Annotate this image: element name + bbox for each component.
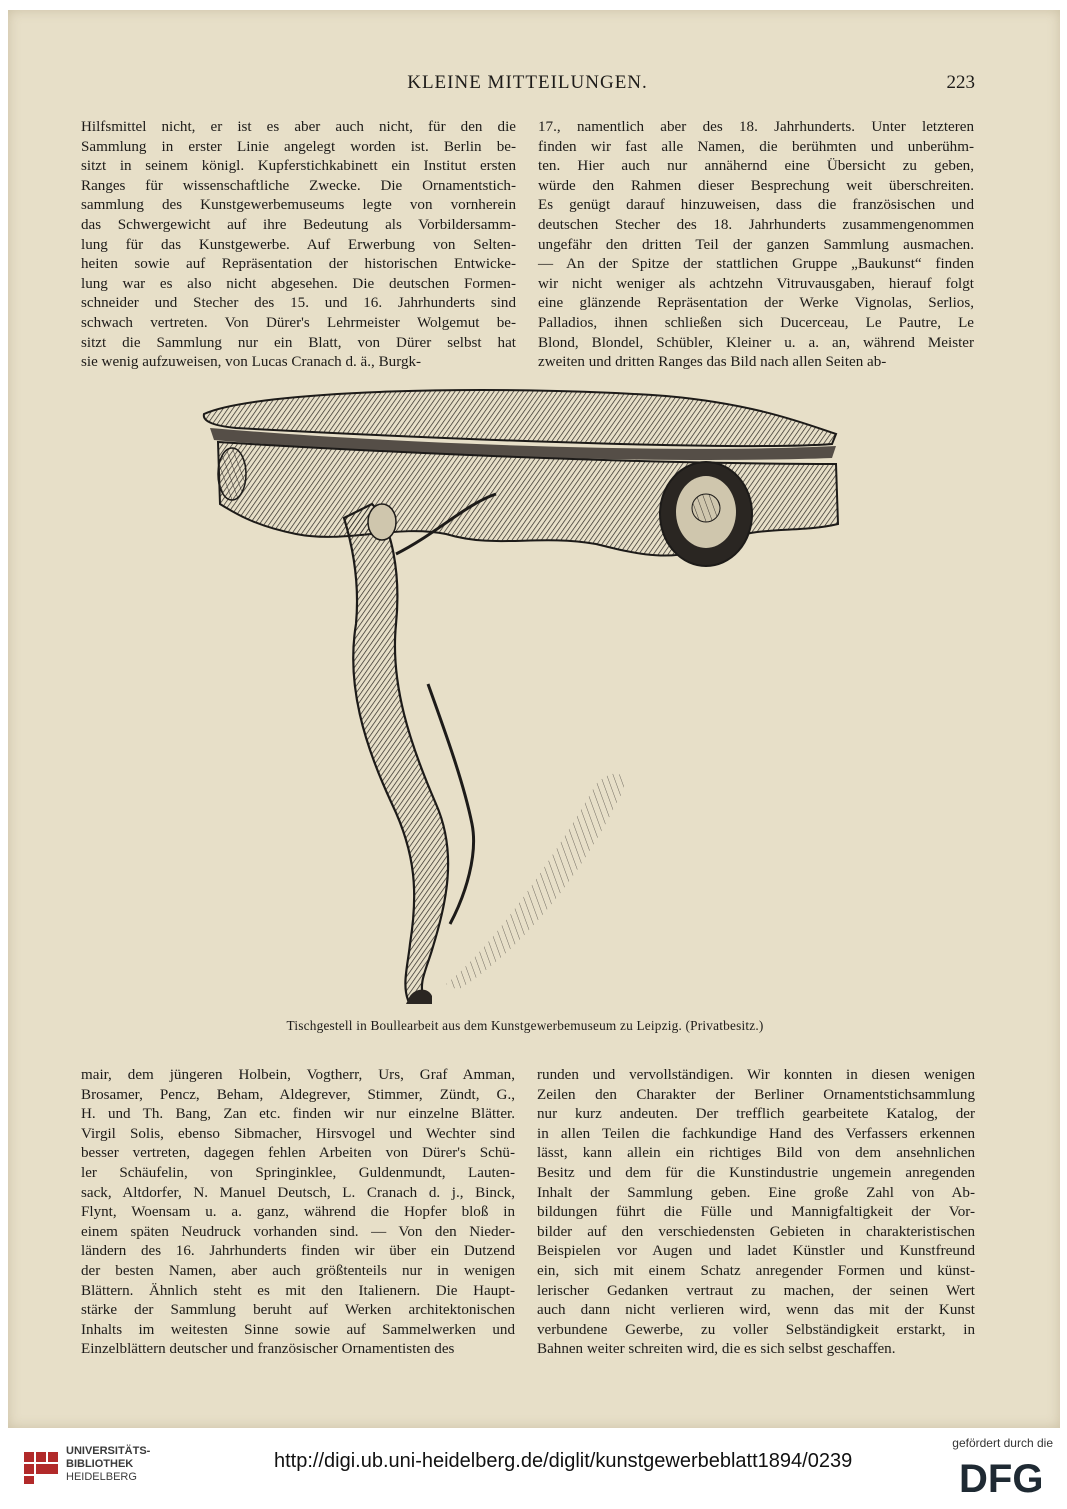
text-column-top-left: [81, 118, 516, 373]
text-line: Blond, Blondel, Schübler, Kleiner u. a. an, während Meister: [538, 334, 974, 351]
text-line: eine glänzende Repräsentation der Werke Vignolas, Serlios,: [538, 295, 974, 312]
funding-note: gefördert durch die: [952, 1436, 1053, 1450]
text-line: Inhalt der Sammlung geben. Eine große Zahl von Ab-: [537, 1184, 975, 1201]
text-line: sitzt in seinem königl. Kupferstichkabinett ein Institut ersten: [81, 158, 516, 175]
library-name-line-3: HEIDELBERG: [66, 1471, 137, 1483]
text-line: H. und Th. Bang, Zan etc. finden wir nur einzelne Blätter.: [81, 1106, 515, 1123]
text-line: schneider und Stecher des 15. und 16. Jahrhunderts sind: [81, 295, 516, 312]
text-line: in allen Teilen die fachkundige Hand des Verfassers erkennen: [537, 1125, 975, 1142]
text-line: stärke der Sammlung beruht auf Werken architektonischen: [81, 1302, 515, 1319]
text-line: bilder auf den verschiedensten Gebieten in charakteristischen: [537, 1223, 975, 1240]
text-line: runden und vervollständigen. Wir konnten in diesen wenigen: [537, 1067, 975, 1083]
text-line: Einzelblättern deutscher und französischer Ornamentisten des: [81, 1341, 455, 1358]
text-line: ein, sich mit einem Schatz anregender Formen und künst-: [537, 1262, 975, 1279]
text-line: deutschen Stecher des 18. Jahrhunderts zusammengenommen: [538, 216, 974, 233]
text-line: zweiten und dritten Ranges das Bild nach allen Seiten ab-: [538, 354, 887, 371]
text-line: lerischer Gedanken vertraut zu machen, der seinen Wert: [537, 1282, 975, 1299]
text-line: Flynt, Woensam u. a. ganz, während die Hopfer bloß in: [81, 1204, 515, 1221]
text-line: sammlung des Kunstgewerbemuseums legte von vornherein: [81, 197, 516, 214]
text-line: der besten Namen, aber auch größtenteils nur in wenigen: [81, 1262, 515, 1279]
text-line: Es genügt darauf hinzuweisen, dass die französischen und: [538, 197, 974, 214]
permalink-url[interactable]: http://digi.ub.uni-heidelberg.de/diglit/kunstgewerbeblatt1894/0239: [274, 1450, 853, 1472]
text-line: einem späten Neudruck vorhanden sind. — Von den Nieder-: [81, 1223, 515, 1240]
text-line: ler Schäufelin, von Springinklee, Guldenmundt, Lauten-: [81, 1164, 515, 1181]
figure-caption: Tischgestell in Boullearbeit aus dem Kunstgewerbemuseum zu Leipzig. (Privatbesitz.): [286, 1018, 764, 1033]
text-line: ungefähr den dritten Teil der ganzen Sammlung ausmachen.: [538, 236, 974, 253]
text-line: Brosamer, Pencz, Beham, Aldegrever, Stimmer, Zündt, G.,: [81, 1086, 515, 1103]
text-line: Palladios, ihnen schließen sich Ducerceau, Le Pautre, Le: [538, 314, 974, 331]
viewer-footer: [0, 1428, 1067, 1509]
text-line: Besitz und dem für die Kunstindustrie ungemein anregenden: [537, 1164, 975, 1181]
text-line: Virgil Solis, ebenso Sibmacher, Hirsvogel und Wechter sind: [81, 1125, 515, 1142]
library-name: [66, 1445, 150, 1484]
text-line: ten. Hier auch nur annähernd eine Übersicht zu geben,: [538, 158, 974, 175]
text-column-bottom-right: [537, 1066, 975, 1360]
page-number: 223: [946, 72, 975, 93]
text-line: finden wir fast alle Namen, die berühmten und unberühm-: [538, 138, 974, 155]
text-line: auch dann nicht verlieren wird, wenn das mit der Kunst: [537, 1302, 975, 1319]
text-line: nur kurz andeuten. Der trefflich gearbeitete Katalog, der: [537, 1106, 975, 1123]
text-line: würde den Rahmen dieser Besprechung weit überschreiten.: [538, 177, 974, 194]
text-line: Inhalts im weitesten Sinne sowie auf Sammelwerken und: [81, 1321, 515, 1338]
text-line: schwach vertreten. Von Dürer's Lehrmeister Wolgemut be-: [81, 314, 516, 331]
text-line: sitzt die Sammlung nur ein Blatt, von Dürer selbst hat: [81, 334, 516, 351]
text-line: — An der Spitze der stattlichen Gruppe „Baukunst“ finden: [538, 256, 974, 273]
text-line: Ranges für wissenschaftliche Zwecke. Die Ornamentstich-: [81, 177, 516, 194]
text-line: Bahnen weiter schreiten wird, die es sich selbst geschaffen.: [537, 1341, 896, 1358]
svg-text:DFG: DFG: [959, 1458, 1044, 1496]
text-line: ländern des 16. Jahrhunderts finden wir über ein Dutzend: [81, 1243, 515, 1260]
text-line: besser vertreten, dagegen fehlen Arbeiten von Dürer's Schü-: [81, 1145, 515, 1162]
text-line: heiten sowie auf Repräsentation der historischen Entwicke-: [81, 256, 516, 273]
table-engraving: [196, 384, 846, 1014]
text-line: verbundene Gewerbe, zu voller Selbständigkeit erstarkt, in: [537, 1321, 975, 1338]
text-line: Sammlung in erster Linie angelegt worden ist. Berlin be-: [81, 138, 516, 155]
text-line: sack, Altdorfer, N. Manuel Deutsch, L. Cranach d. j., Binck,: [81, 1184, 515, 1201]
text-line: sie wenig aufzuweisen, von Lucas Cranach d. ä., Burgk-: [81, 354, 422, 371]
running-title: KLEINE MITTEILUNGEN.: [407, 72, 648, 93]
text-line: lässt, kann allein ein richtiges Bild von dem ansehnlichen: [537, 1145, 975, 1162]
library-name-line-1: UNIVERSITÄTS-: [66, 1445, 151, 1457]
text-line: lung war es also nicht abgesehen. Die deutschen Formen-: [81, 275, 516, 292]
text-line: mair, dem jüngeren Holbein, Vogtherr, Urs, Graf Amman,: [81, 1067, 515, 1083]
text-line: Zeilen den Charakter der Berliner Ornamentstichsammlung: [537, 1086, 975, 1103]
text-column-bottom-left: [81, 1066, 515, 1360]
text-line: Beispielen vor Augen und ladet Künstler und Kunstfreund: [537, 1243, 975, 1260]
text-column-top-right: [538, 118, 974, 373]
running-header: [80, 72, 975, 96]
text-line: bildungen führt die Fülle und Mannigfaltigkeit der Vor-: [537, 1204, 975, 1221]
text-line: Hilfsmittel nicht, er ist es aber auch nicht, für den die: [81, 119, 516, 135]
text-line: das Schwergewicht auf ihre Bedeutung als Vorbildersamm-: [81, 216, 516, 233]
text-line: Blättern. Ähnlich steht es mit den Italienern. Die Haupt-: [81, 1282, 515, 1299]
university-library-logo-icon: [20, 1446, 60, 1486]
text-line: lung für das Kunstgewerbe. Auf Erwerbung von Selten-: [81, 236, 516, 253]
text-line: wir nicht weniger als achtzehn Vitruvausgaben, hierauf folgt: [538, 275, 974, 292]
text-line: 17., namentlich aber des 18. Jahrhunderts. Unter letzteren: [538, 119, 974, 135]
library-name-line-2: BIBLIOTHEK: [66, 1458, 134, 1470]
dfg-logo-icon: [959, 1458, 1051, 1496]
